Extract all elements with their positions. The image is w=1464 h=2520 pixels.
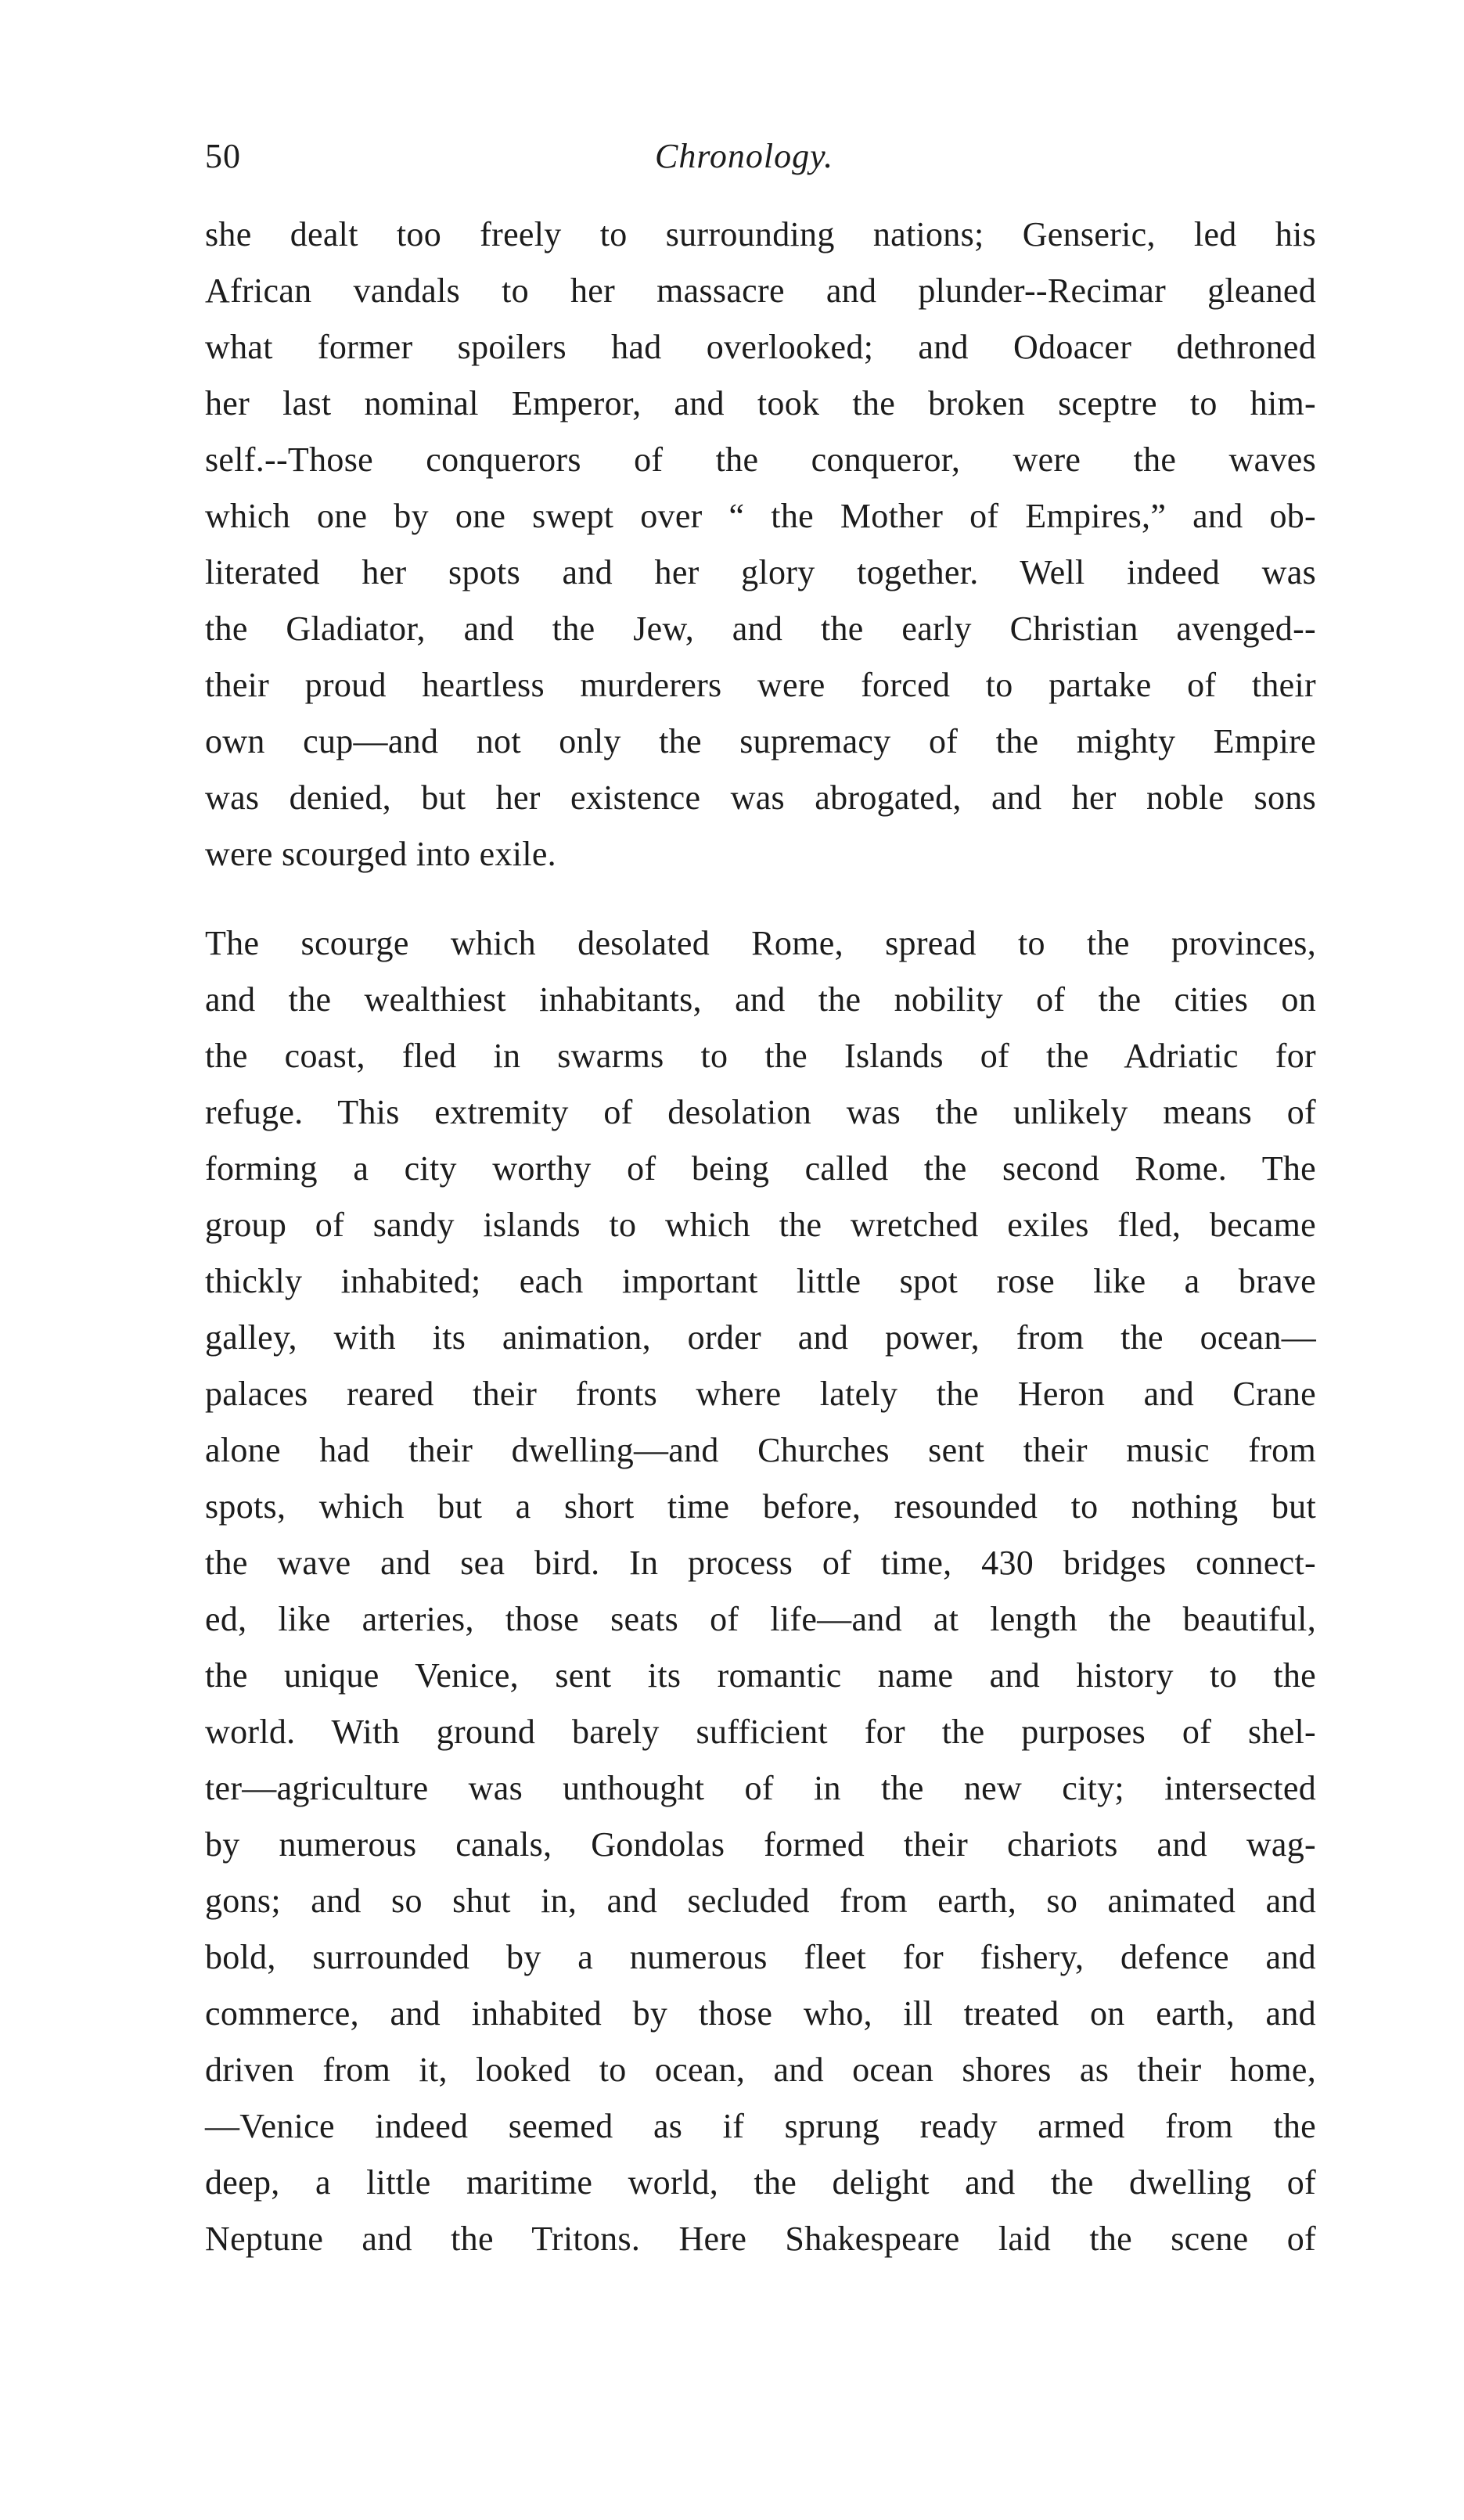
text-line: and the wealthiest inhabitants, and the nobility of the cities on (205, 980, 1316, 1019)
text-line: she dealt too freely to surrounding nations; Genseric, led his (205, 215, 1316, 253)
text-line: the coast, fled in swarms to the Islands of the Adriatic for (205, 1037, 1316, 1075)
text-line: thickly inhabited; each important little spot rose like a brave (205, 1262, 1316, 1300)
text-line: The scourge which desolated Rome, spread to the provinces, (205, 924, 1316, 962)
text-line: was denied, but her existence was abrogated, and her noble sons (205, 778, 1316, 817)
text-line: world. With ground barely sufficient for the purposes of shel- (205, 1713, 1316, 1751)
text-line: Neptune and the Tritons. Here Shakespeare laid the scene of (205, 2220, 1316, 2258)
page-header (205, 125, 1324, 188)
text-line: driven from it, looked to ocean, and ocean shores as their home, (205, 2051, 1316, 2089)
text-line: forming a city worthy of being called the second Rome. The (205, 1149, 1316, 1188)
text-line: by numerous canals, Gondolas formed their chariots and wag- (205, 1825, 1316, 1864)
running-head: Chronology. (655, 137, 834, 175)
text-line: ter—agriculture was unthought of in the new city; intersected (205, 1769, 1316, 1807)
text-line: the Gladiator, and the Jew, and the early Christian avenged-- (205, 609, 1316, 648)
paragraph-1 (205, 207, 1316, 883)
text-line: the unique Venice, sent its romantic name and history to the (205, 1656, 1316, 1695)
text-line: what former spoilers had overlooked; and Odoacer dethroned (205, 328, 1316, 366)
text-line: her last nominal Emperor, and took the broken sceptre to him- (205, 384, 1316, 422)
text-line: own cup—and not only the supremacy of the mighty Empire (205, 722, 1316, 760)
text-line: deep, a little maritime world, the delight and the dwelling of (205, 2163, 1316, 2202)
text-line: gons; and so shut in, and secluded from earth, so animated and (205, 1882, 1316, 1920)
text-line: commerce, and inhabited by those who, ill treated on earth, and (205, 1994, 1316, 2033)
text-line: ed, like arteries, those seats of life—and at length the beautiful, (205, 1600, 1316, 1638)
text-line: spots, which but a short time before, resounded to nothing but (205, 1487, 1316, 1526)
text-line: alone had their dwelling—and Churches sent their music from (205, 1431, 1316, 1469)
text-line: group of sandy islands to which the wretched exiles fled, became (205, 1206, 1316, 1244)
page-number: 50 (205, 137, 241, 175)
text-line: palaces reared their fronts where lately the Heron and Crane (205, 1375, 1316, 1413)
text-line: their proud heartless murderers were forced to partake of their (205, 666, 1316, 704)
text-line: were scourged into exile. (205, 835, 556, 873)
text-line: the wave and sea bird. In process of time, 430 bridges connect- (205, 1544, 1316, 1582)
text-line: refuge. This extremity of desolation was the unlikely means of (205, 1093, 1316, 1131)
text-line: which one by one swept over “ the Mother of Empires,” and ob- (205, 497, 1316, 535)
text-line: literated her spots and her glory together. Well indeed was (205, 553, 1316, 591)
text-line: self.--Those conquerors of the conqueror, were the waves (205, 440, 1316, 479)
paragraph-2 (205, 915, 1316, 2267)
text-line: —Venice indeed seemed as if sprung ready armed from the (205, 2107, 1316, 2145)
text-line: African vandals to her massacre and plunder--Recimar gleaned (205, 271, 1316, 310)
text-line: galley, with its animation, order and power, from the ocean— (205, 1318, 1316, 1357)
text-line: bold, surrounded by a numerous fleet for fishery, defence and (205, 1938, 1316, 1976)
